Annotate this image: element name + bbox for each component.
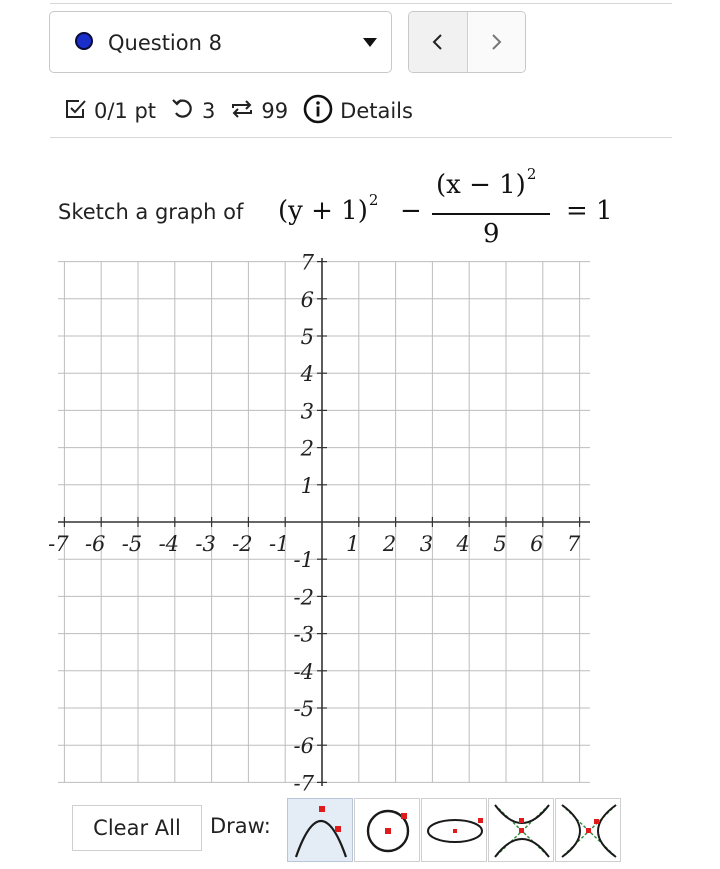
x-tick-label: -4 bbox=[158, 532, 180, 556]
term1-text: (y + 1) bbox=[278, 196, 368, 226]
x-tick-label: 4 bbox=[456, 532, 470, 556]
question-label: Question 8 bbox=[108, 31, 222, 55]
y-tick-label: 1 bbox=[300, 473, 314, 498]
problem-prompt: Sketch a graph of bbox=[58, 200, 244, 224]
y-tick-label: 7 bbox=[300, 250, 314, 275]
y-tick-label: 2 bbox=[300, 436, 314, 461]
y-tick-label: -1 bbox=[293, 548, 314, 573]
ellipse-icon bbox=[422, 799, 488, 863]
y-tick-label: -2 bbox=[293, 585, 314, 610]
y-tick-label: -7 bbox=[293, 771, 314, 796]
parabola-tool-button[interactable] bbox=[287, 798, 353, 862]
x-tick-label: -6 bbox=[84, 532, 106, 556]
y-tick-label: 6 bbox=[300, 287, 314, 312]
y-tick-label: -3 bbox=[293, 622, 314, 647]
x-tick-label: 6 bbox=[530, 532, 544, 556]
term1-exponent: 2 bbox=[368, 191, 379, 209]
details-link[interactable]: Details bbox=[340, 99, 413, 123]
x-tick-label: 2 bbox=[382, 532, 397, 556]
y-tick-label: -4 bbox=[293, 659, 314, 684]
numerator-exponent: 2 bbox=[526, 165, 537, 183]
x-tick-label: 7 bbox=[566, 532, 581, 556]
equation-minus: − bbox=[400, 196, 422, 226]
x-tick-label: 3 bbox=[419, 532, 434, 556]
y-tick-label: 4 bbox=[300, 362, 314, 387]
x-tick-label: -5 bbox=[121, 532, 143, 556]
x-tick-label: -7 bbox=[48, 532, 69, 556]
x-tick-label: -2 bbox=[232, 532, 253, 556]
clear-all-button[interactable]: Clear All bbox=[72, 805, 202, 851]
draw-label: Draw: bbox=[210, 814, 271, 838]
hyperbola-vertical-tool-button[interactable] bbox=[488, 798, 554, 862]
attempts-count: 99 bbox=[261, 99, 289, 123]
ellipse-tool-button[interactable] bbox=[421, 798, 487, 862]
retries-count: 3 bbox=[202, 99, 216, 123]
numerator-text: (x − 1) bbox=[436, 170, 526, 200]
y-tick-label: -5 bbox=[293, 697, 314, 721]
x-tick-label: -1 bbox=[268, 532, 290, 556]
x-tick-label: -3 bbox=[195, 532, 216, 556]
y-tick-label: 3 bbox=[300, 399, 314, 424]
x-tick-label: 5 bbox=[493, 532, 507, 556]
y-tick-label: -6 bbox=[293, 734, 314, 759]
hyperbola-horizontal-tool-button[interactable] bbox=[555, 798, 621, 862]
y-tick-label: 5 bbox=[300, 325, 314, 349]
score-text: 0/1 pt bbox=[94, 99, 157, 123]
equation-equals: = 1 bbox=[566, 196, 613, 226]
equation-denominator: 9 bbox=[483, 219, 500, 249]
hyperbola-vertical-icon bbox=[489, 799, 555, 863]
parabola-icon bbox=[288, 799, 354, 863]
hyperbola-horizontal-icon bbox=[556, 799, 622, 863]
x-tick-label: 1 bbox=[346, 532, 360, 556]
circle-icon bbox=[355, 799, 421, 863]
circle-tool-button[interactable] bbox=[354, 798, 420, 862]
